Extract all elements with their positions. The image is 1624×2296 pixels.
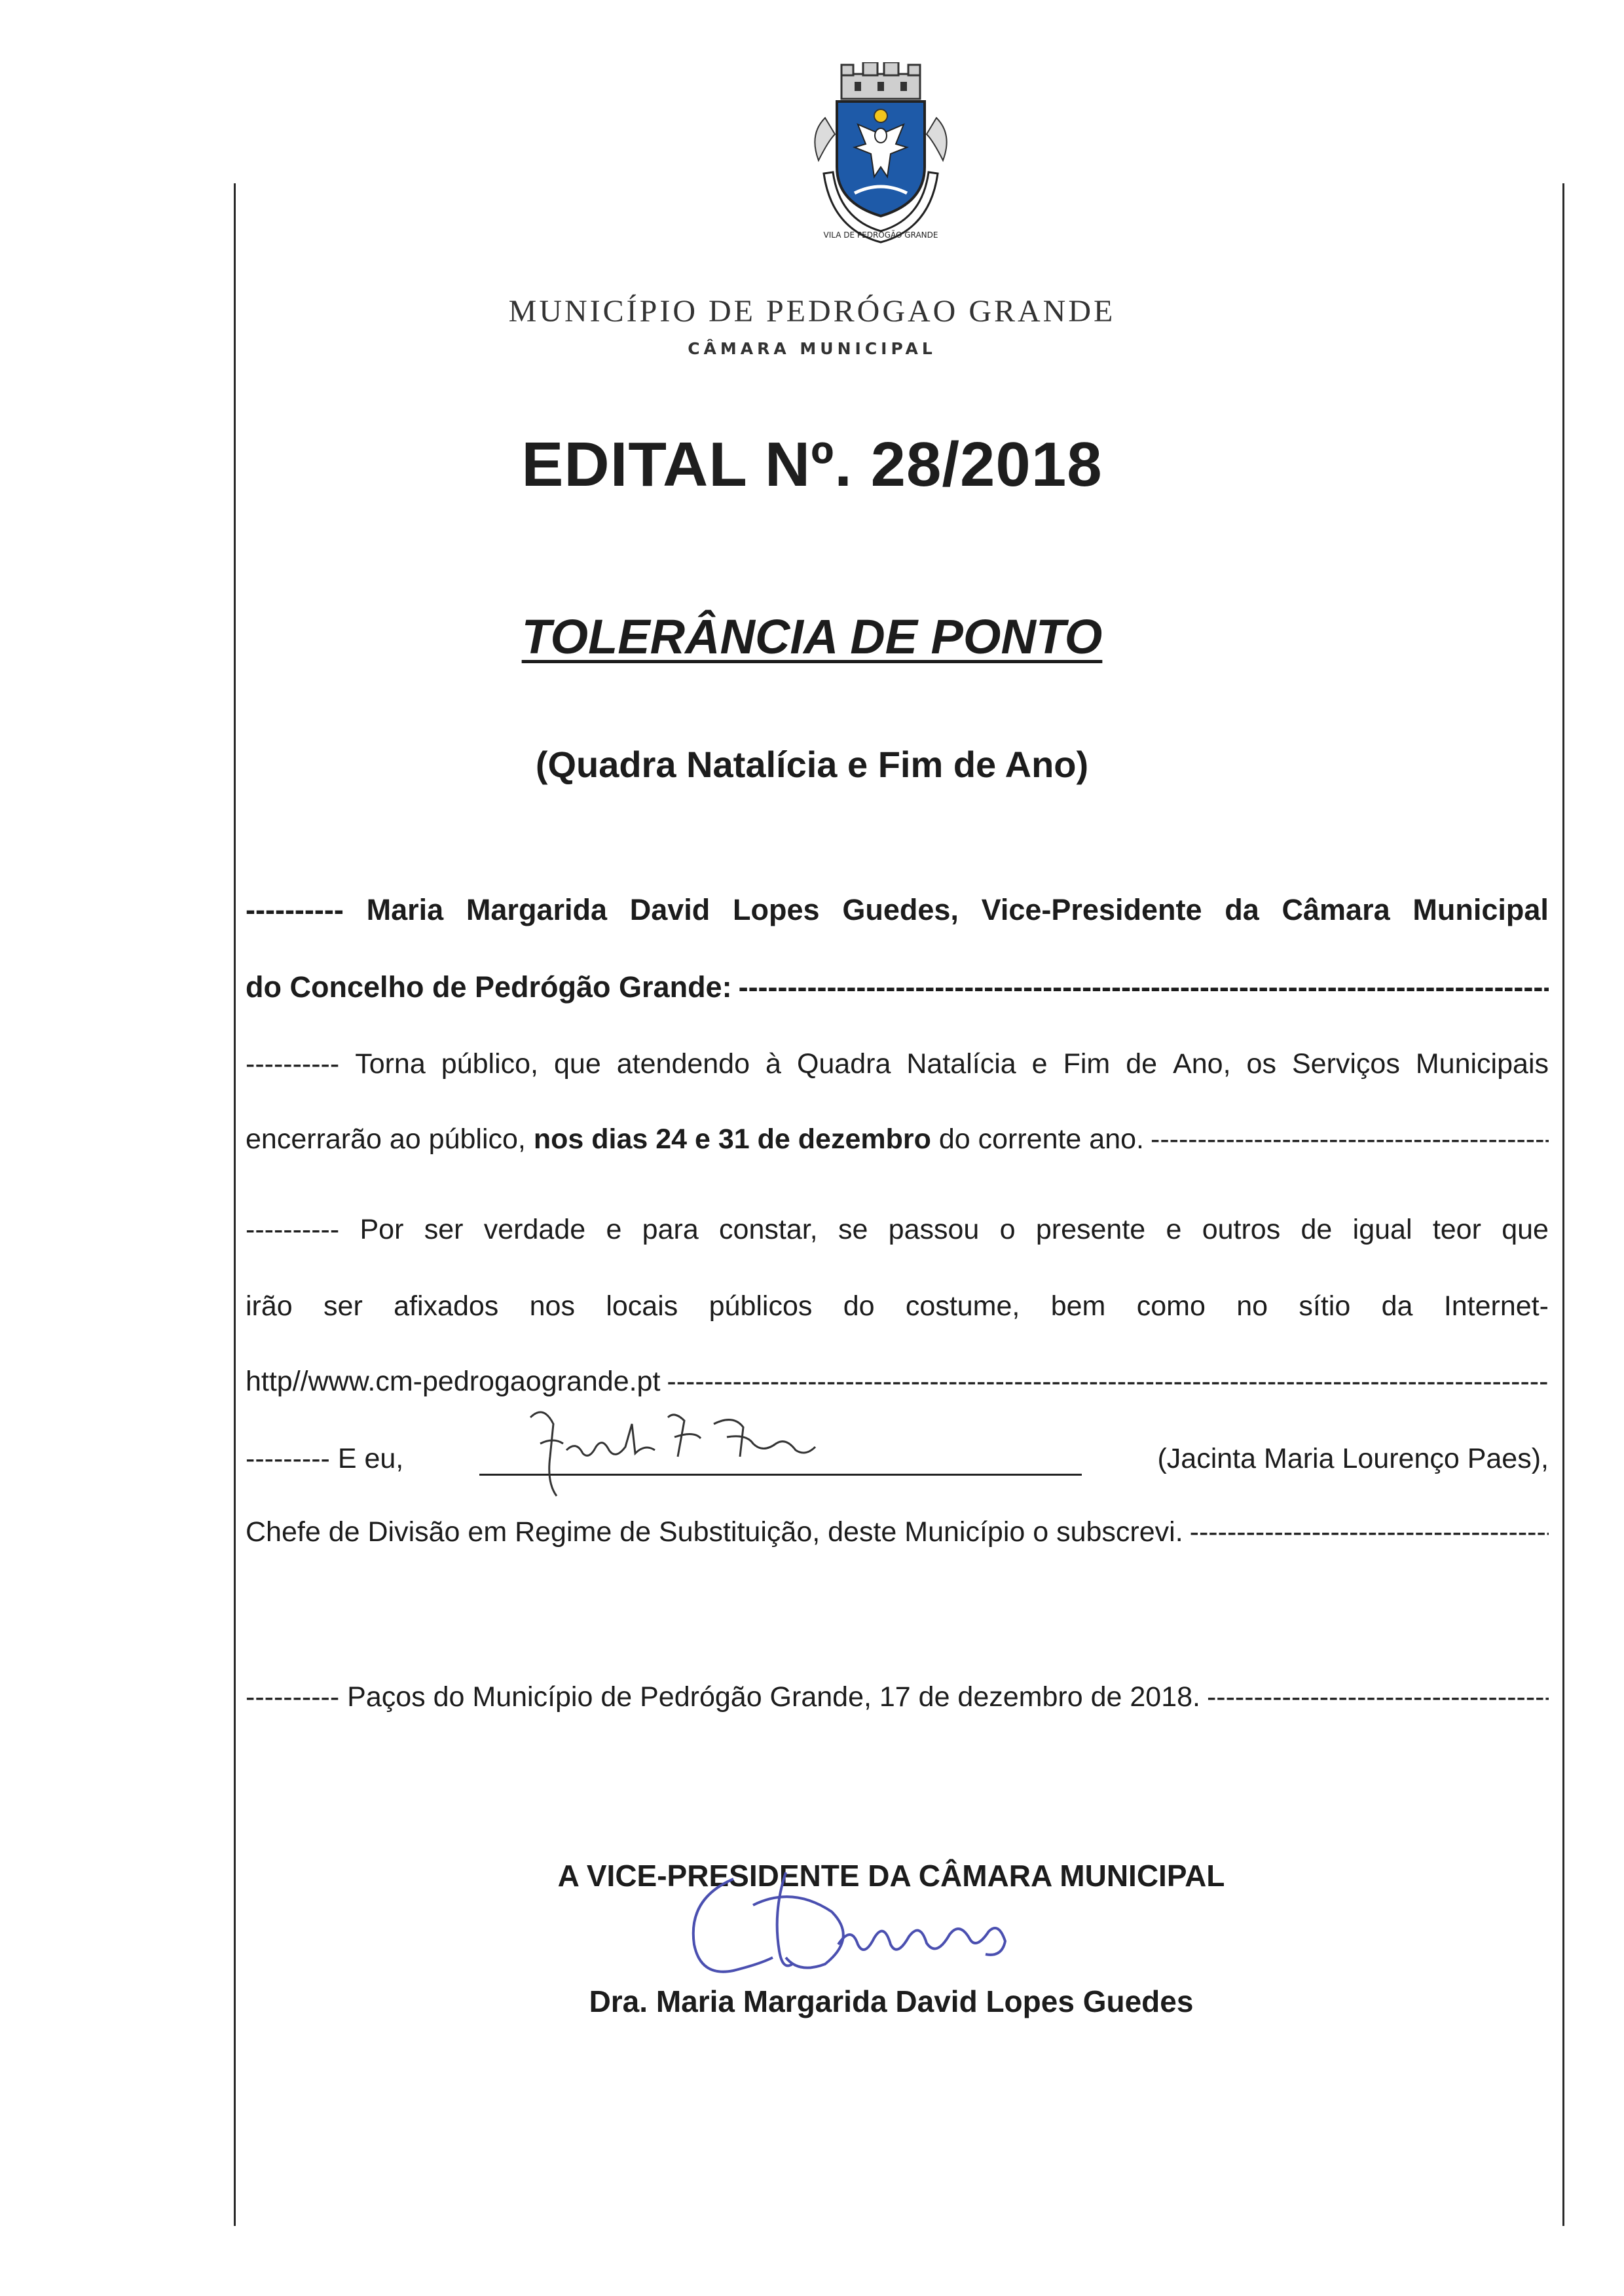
signature-role: A VICE-PRESIDENTE DA CÂMARA MUNICIPAL	[557, 1859, 1225, 1893]
word: que	[554, 1048, 601, 1080]
word: passou	[888, 1213, 980, 1245]
body-line-2	[246, 961, 1549, 1013]
word: Maria	[366, 893, 444, 926]
word: constar,	[719, 1213, 818, 1245]
word: afixados	[394, 1290, 499, 1322]
body-line-1	[246, 884, 1549, 936]
signer-name: (Jacinta Maria Lourenço Paes),	[1157, 1442, 1549, 1474]
dash-filler	[1190, 1516, 1549, 1548]
dash-filler	[667, 1366, 1549, 1398]
word: que	[1502, 1213, 1549, 1245]
word: Natalícia	[906, 1048, 1016, 1080]
word: e	[1166, 1213, 1182, 1245]
body-line-7	[246, 1355, 1549, 1408]
signatory-name: Dra. Maria Margarida David Lopes Guedes	[589, 1984, 1194, 2018]
word: público,	[441, 1048, 538, 1080]
word: verdade	[483, 1213, 586, 1245]
body-line-9	[246, 1506, 1549, 1558]
word: de	[1126, 1048, 1158, 1080]
document-title: TOLERÂNCIA DE PONTO	[521, 610, 1103, 664]
word: no	[1236, 1290, 1268, 1322]
word: Por	[360, 1213, 404, 1245]
handwritten-signature-icon	[517, 1398, 858, 1503]
word: como	[1136, 1290, 1206, 1322]
document-subtitle: (Quadra Natalícia e Fim de Ano)	[535, 744, 1089, 785]
text: Chefe de Divisão em Regime de Substituição, deste Município o subscrevi.	[246, 1516, 1183, 1548]
word: Ano,	[1173, 1048, 1231, 1080]
municipal-crest-icon	[805, 62, 956, 252]
text: encerrarão ao público,	[246, 1123, 526, 1155]
dash-prefix: ----------	[246, 1213, 340, 1245]
word: para	[642, 1213, 699, 1245]
word: e	[1031, 1048, 1048, 1080]
word: Municipal	[1412, 893, 1549, 926]
word: o	[999, 1213, 1016, 1245]
dash-filler	[739, 970, 1549, 1004]
website-url: http//www.cm-pedrogaogrande.pt	[246, 1365, 661, 1397]
word: e	[606, 1213, 622, 1245]
word: Internet-	[1443, 1290, 1549, 1322]
word: Guedes,	[842, 893, 959, 926]
council-name: CÂMARA MUNICIPAL	[688, 339, 936, 358]
word: nos	[529, 1290, 575, 1322]
word: outros	[1202, 1213, 1281, 1245]
word: presente	[1035, 1213, 1146, 1245]
svg-text:VILA DE PEDRÓGÃO GRANDE: VILA DE PEDRÓGÃO GRANDE	[823, 230, 938, 240]
word: teor	[1432, 1213, 1481, 1245]
word: costume,	[905, 1290, 1020, 1322]
word: Câmara	[1282, 893, 1390, 926]
word: de	[1301, 1213, 1333, 1245]
dash-prefix: ----------	[246, 1048, 340, 1080]
word: ser	[424, 1213, 464, 1245]
body-line-6	[246, 1280, 1549, 1332]
word: da	[1225, 893, 1259, 926]
body-line-5	[246, 1203, 1549, 1256]
word: ser	[323, 1290, 363, 1322]
word: Municipais	[1415, 1048, 1549, 1080]
word: Torna	[355, 1048, 426, 1080]
word: Fim	[1063, 1048, 1111, 1080]
dash-prefix: ----------	[246, 893, 344, 926]
word: Vice-Presidente	[981, 893, 1202, 926]
word: sítio	[1299, 1290, 1351, 1322]
word: bem	[1050, 1290, 1106, 1322]
word: públicos	[709, 1290, 813, 1322]
word: Serviços	[1291, 1048, 1400, 1080]
text: do Concelho de Pedrógão Grande:	[246, 970, 732, 1004]
word: do	[843, 1290, 875, 1322]
edital-number: EDITAL Nº. 28/2018	[521, 429, 1103, 500]
word: David	[629, 893, 710, 926]
body-line-8	[246, 1432, 1549, 1485]
place-date-line	[246, 1671, 1549, 1723]
word: à	[766, 1048, 781, 1080]
body-line-4	[246, 1113, 1549, 1165]
word: igual	[1352, 1213, 1412, 1245]
word: Lopes	[733, 893, 820, 926]
dash-filler	[1207, 1681, 1549, 1713]
word: se	[838, 1213, 868, 1245]
word: da	[1381, 1290, 1413, 1322]
word: os	[1246, 1048, 1276, 1080]
dash-filler	[1151, 1123, 1549, 1156]
text: do corrente ano.	[938, 1123, 1144, 1155]
word: locais	[606, 1290, 678, 1322]
body-line-3	[246, 1038, 1549, 1090]
word: Quadra	[796, 1048, 891, 1080]
place-date: ---------- Paços do Município de Pedrógão Grande, 17 de dezembro de 2018.	[246, 1681, 1200, 1713]
municipality-name: MUNICÍPIO DE PEDRÓGAO GRANDE	[508, 294, 1116, 329]
dates-highlight: nos dias 24 e 31 de dezembro	[533, 1123, 931, 1155]
word: atendendo	[616, 1048, 750, 1080]
text: --------- E eu,	[246, 1442, 404, 1474]
word: irão	[246, 1290, 293, 1322]
word: Margarida	[466, 893, 607, 926]
